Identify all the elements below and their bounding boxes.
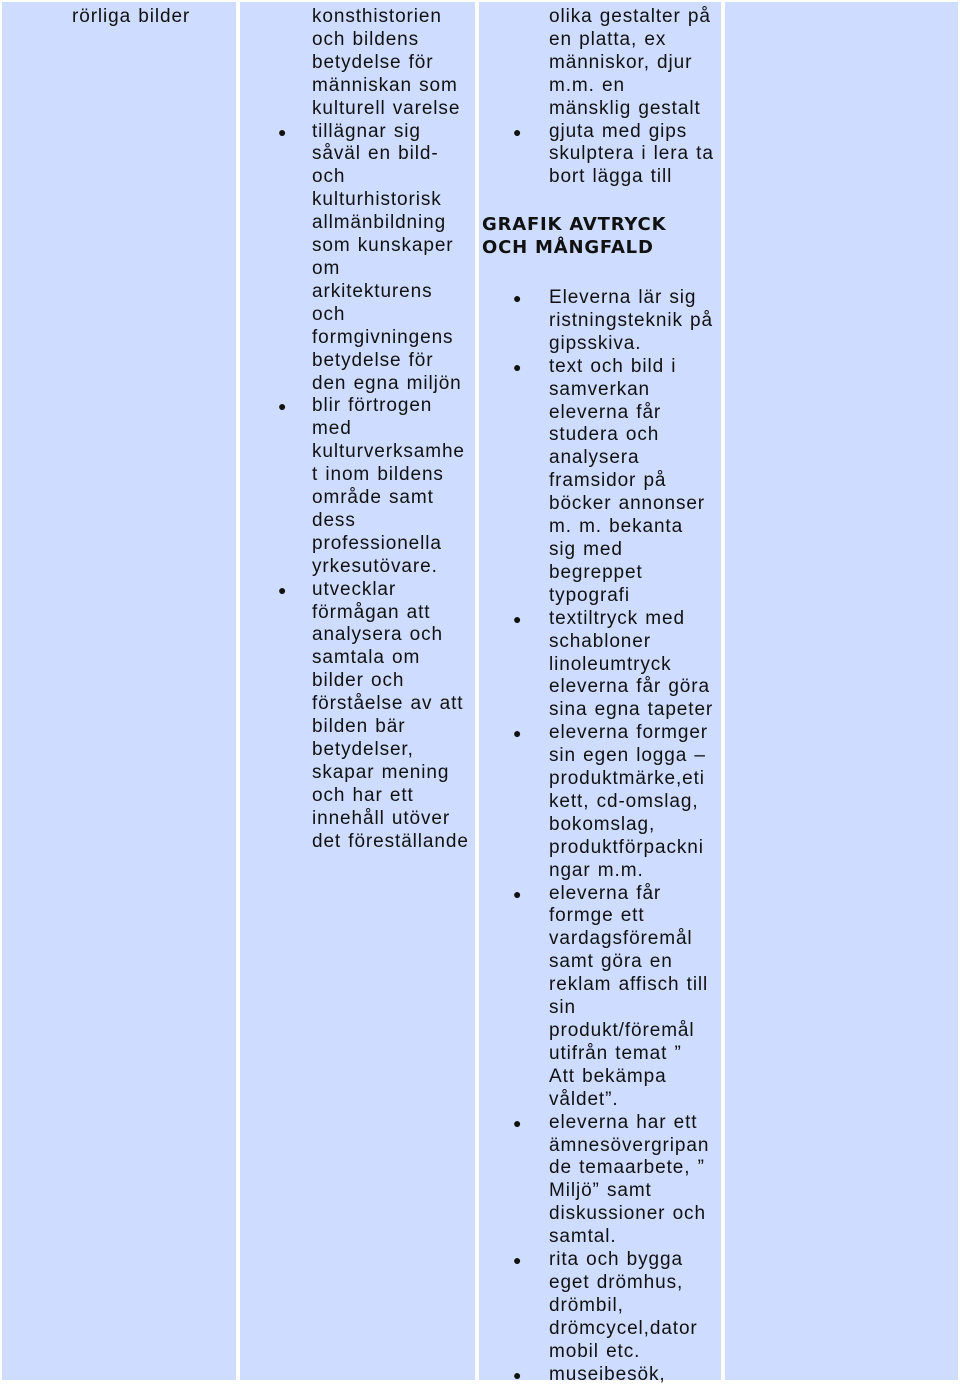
bullet-icon: ● bbox=[513, 610, 522, 627]
bullet-icon: ● bbox=[513, 725, 522, 742]
bullet-icon: ● bbox=[513, 123, 522, 140]
bullet-icon: ● bbox=[513, 885, 522, 902]
list-item-text: Eleverna lär sig ristningsteknik på gipsskiva. bbox=[549, 287, 713, 354]
list-item-text: textiltryck med schabloner linoleumtryck eleverna får göra sina egna tapeter bbox=[549, 607, 714, 721]
list-item-text: text och bild i samverkan eleverna får studera och analysera framsidor på böcker annonser m. m. bekanta sig med begreppet typografi bbox=[549, 355, 706, 606]
content-table bbox=[2, 2, 958, 1385]
list-item bbox=[278, 578, 469, 854]
list-item bbox=[513, 287, 713, 356]
list-item-text: tillägnar sig såväl en bild- och kulturhistorisk allmänbildning som kunskaper om arkitekturens och formgivningens betydelse för den egna miljön bbox=[312, 120, 462, 394]
list-item-text: eleverna får formge ett vardagsföremål samt göra en reklam affisch till sin produkt/föremål utifrån temat ” Att bekämpa våldet”. bbox=[549, 882, 709, 1110]
column-subject bbox=[2, 2, 236, 1380]
activities-top-list bbox=[513, 6, 714, 189]
list-item bbox=[513, 1111, 713, 1249]
list-item bbox=[278, 120, 469, 396]
bullet-icon: ● bbox=[513, 358, 522, 375]
column-empty bbox=[725, 2, 958, 1380]
bullet-icon: ● bbox=[513, 290, 522, 306]
list-item bbox=[513, 607, 714, 723]
list-item-text: eleverna formger sin egen logga – produktmärke,eti kett, cd-omslag, bokomslag, produktförpackni ngar m.m. bbox=[549, 722, 709, 881]
bullet-icon: ● bbox=[513, 1114, 522, 1131]
list-item bbox=[549, 6, 714, 121]
list-item bbox=[513, 1363, 713, 1387]
bullet-icon: ● bbox=[278, 581, 287, 598]
list-item bbox=[278, 395, 469, 578]
list-item-text: gjuta med gips skulptera i lera ta bort lägga till bbox=[549, 120, 714, 188]
list-item bbox=[513, 722, 713, 882]
column-goals bbox=[240, 2, 475, 1380]
list-item-text: eleverna har ett ämnesövergripan de temaarbete, ” Miljö” samt diskussioner och samtal. bbox=[549, 1111, 710, 1248]
bullet-icon: ● bbox=[278, 398, 287, 415]
column-activities bbox=[479, 2, 721, 1385]
section-heading: GRAFIK AVTRYCK OCH MÅNGFALD bbox=[482, 214, 667, 258]
list-item-text: blir förtrogen med kulturverksamhe t inom bildens område samt dess professionella yrkesutövare. bbox=[312, 395, 465, 577]
goals-list bbox=[278, 6, 469, 854]
list-item-text: rita och bygga eget drömhus, drömbil, drömcycel,dator mobil etc. bbox=[549, 1249, 698, 1362]
list-item bbox=[513, 120, 714, 190]
list-item bbox=[312, 6, 469, 121]
list-item bbox=[513, 1249, 713, 1364]
bullet-icon: ● bbox=[513, 1252, 522, 1269]
bullet-icon: ● bbox=[513, 1366, 522, 1383]
list-item-text: konsthistorien och bildens betydelse för människan som kulturell varelse bbox=[312, 6, 461, 119]
subject-label: rörliga bilder bbox=[72, 6, 191, 27]
list-item-text: olika gestalter på en platta, ex människor, djur m.m. en mänsklig gestalt bbox=[549, 6, 711, 119]
list-item-text: museibesök, bbox=[549, 1363, 666, 1385]
list-item bbox=[513, 355, 713, 608]
bullet-icon: ● bbox=[278, 123, 287, 140]
list-item bbox=[513, 882, 713, 1112]
list-item-text: utvecklar förmågan att analysera och samtala om bilder och förståelse av att bilden bär betydelser, skapar mening och har ett innehåll utöver det föreställande bbox=[312, 578, 469, 852]
activities-list bbox=[513, 287, 714, 1387]
